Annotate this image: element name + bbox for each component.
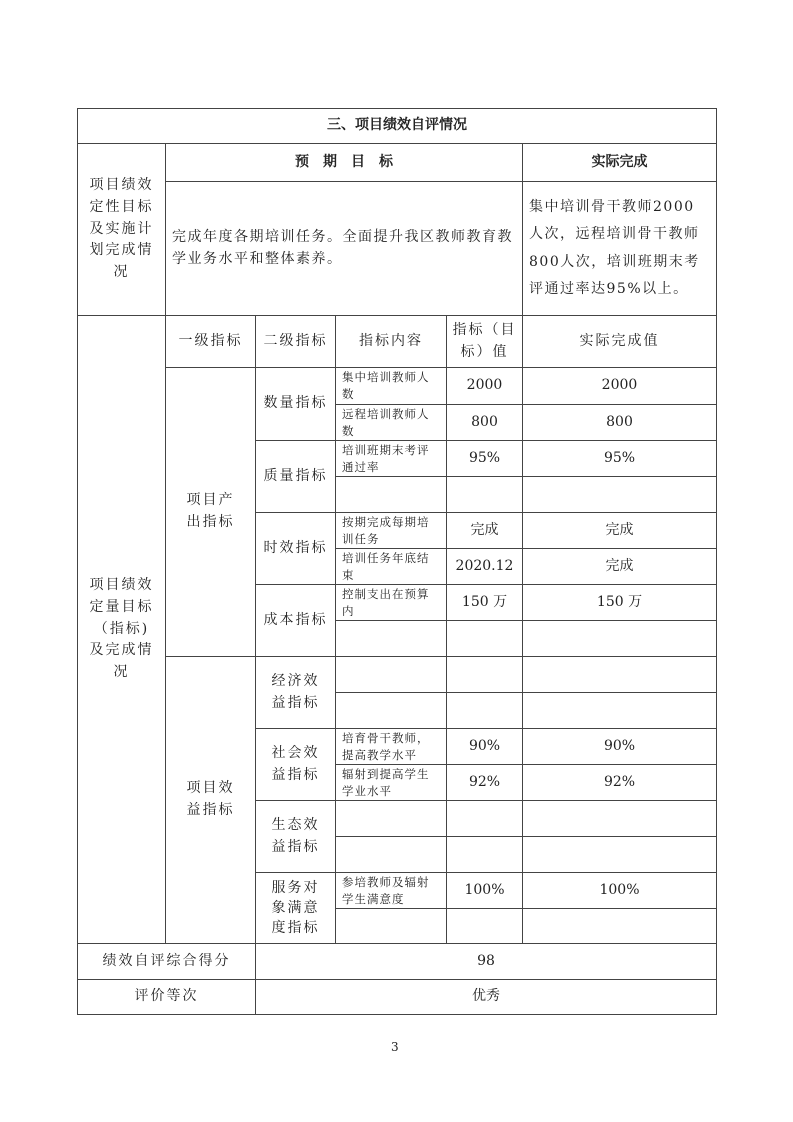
indicator-actual-text: 90% xyxy=(603,737,636,754)
indicator-target xyxy=(446,620,523,657)
indicator-content xyxy=(335,512,447,549)
indicator-actual xyxy=(522,656,717,693)
indicator-actual xyxy=(522,620,717,657)
level2-economic xyxy=(255,656,336,729)
level2-quality xyxy=(255,440,336,513)
indicator-target-text: 800 xyxy=(471,413,498,430)
indicator-target xyxy=(446,656,523,693)
indicator-content xyxy=(335,584,447,621)
expected-header-text: 预 期 目 标 xyxy=(295,153,393,170)
indicator-content-text: 远程培训教师人数 xyxy=(342,406,430,438)
level2-ecological-text: 生态效益指标 xyxy=(271,816,320,855)
indicator-content xyxy=(335,367,447,405)
header-content-text: 指标内容 xyxy=(359,332,423,349)
indicator-target xyxy=(446,584,523,621)
indicator-target xyxy=(446,764,523,801)
indicator-target xyxy=(446,692,523,729)
header-level2 xyxy=(255,315,336,368)
level2-social-text: 社会效益指标 xyxy=(271,744,320,783)
indicator-target-text: 2020.12 xyxy=(455,557,514,574)
indicator-target xyxy=(446,440,523,477)
level1-output xyxy=(165,367,256,657)
indicator-content xyxy=(335,620,447,657)
indicator-target-text: 完成 xyxy=(470,521,499,538)
indicator-content-text: 辐射到提高学生学业水平 xyxy=(342,766,430,798)
indicator-content xyxy=(335,764,447,801)
actual-text-cell xyxy=(522,181,717,316)
expected-header xyxy=(165,143,523,182)
indicator-target xyxy=(446,908,523,944)
level2-social xyxy=(255,728,336,801)
indicator-content xyxy=(335,800,447,837)
score-label-text: 绩效自评综合得分 xyxy=(102,952,231,969)
level2-cost-text: 成本指标 xyxy=(263,611,328,628)
indicator-target xyxy=(446,548,523,585)
indicator-actual-text: 150 万 xyxy=(596,593,643,610)
indicator-content-text: 培训任务年底结束 xyxy=(342,550,430,582)
section-title xyxy=(77,108,717,144)
header-content xyxy=(335,315,447,368)
indicator-actual xyxy=(522,440,717,477)
indicator-actual-text: 95% xyxy=(603,449,636,466)
indicator-actual xyxy=(522,512,717,549)
level1-output-text: 项目产出指标 xyxy=(186,492,235,530)
grade-value-text: 优秀 xyxy=(472,988,500,1005)
indicator-actual xyxy=(522,872,717,909)
header-target xyxy=(446,315,523,368)
indicator-actual xyxy=(522,728,717,765)
level2-economic-text: 经济效益指标 xyxy=(271,672,320,711)
indicator-actual xyxy=(522,836,717,873)
indicator-target-text: 2000 xyxy=(466,377,503,394)
indicator-actual xyxy=(522,800,717,837)
quantitative-label-text: 项目绩效定量目标（指标)及完成情况 xyxy=(89,577,154,681)
indicator-actual xyxy=(522,908,717,944)
indicator-content xyxy=(335,872,447,909)
indicator-actual xyxy=(522,584,717,621)
indicator-target xyxy=(446,512,523,549)
indicator-content xyxy=(335,476,447,513)
level2-ecological xyxy=(255,800,336,873)
indicator-content-text: 培训班期末考评通过率 xyxy=(342,442,430,474)
score-value-text: 98 xyxy=(477,952,495,969)
indicator-content xyxy=(335,440,447,477)
level2-quantity-text: 数量指标 xyxy=(263,395,328,412)
indicator-target-text: 95% xyxy=(468,449,501,466)
indicator-target xyxy=(446,728,523,765)
indicator-actual-text: 完成 xyxy=(605,557,634,574)
level2-timeliness-text: 时效指标 xyxy=(263,539,328,556)
score-label xyxy=(77,943,256,980)
indicator-content-text: 控制支出在预算内 xyxy=(342,586,430,618)
indicator-target xyxy=(446,367,523,405)
level1-benefit xyxy=(165,656,256,944)
indicator-target xyxy=(446,836,523,873)
header-level1-text: 一级指标 xyxy=(178,332,243,349)
indicator-content xyxy=(335,404,447,441)
header-level2-text: 二级指标 xyxy=(263,332,328,349)
indicator-target-text: 92% xyxy=(468,773,501,790)
indicator-target xyxy=(446,404,523,441)
quantitative-label xyxy=(77,315,166,944)
header-actual-text: 实际完成值 xyxy=(579,332,660,349)
indicator-actual-text: 完成 xyxy=(605,521,634,538)
expected-text: 完成年度各期培训任务。全面提升我区教师教育教学业务水平和整体素养。 xyxy=(172,228,513,267)
level2-satisfaction xyxy=(255,872,336,944)
indicator-content xyxy=(335,836,447,873)
expected-text-cell xyxy=(165,181,523,316)
indicator-actual xyxy=(522,476,717,513)
indicator-actual xyxy=(522,692,717,729)
actual-header-text: 实际完成 xyxy=(591,153,648,170)
indicator-content-text: 参培教师及辐射学生满意度 xyxy=(342,874,430,906)
level2-quantity xyxy=(255,367,336,441)
level2-satisfaction-text: 服务对象满意度指标 xyxy=(271,879,320,937)
level2-quality-text: 质量指标 xyxy=(263,467,328,484)
grade-value xyxy=(255,979,717,1015)
indicator-actual xyxy=(522,367,717,405)
indicator-content xyxy=(335,908,447,944)
qualitative-label xyxy=(77,143,166,316)
indicator-actual-text: 100% xyxy=(599,881,640,898)
actual-header xyxy=(522,143,717,182)
actual-text: 集中培训骨干教师2000人次，远程培训骨干教师800人次，培训班期末考评通过率达95%以上。 xyxy=(529,198,700,297)
indicator-target-text: 100% xyxy=(464,881,505,898)
indicator-actual xyxy=(522,548,717,585)
indicator-actual xyxy=(522,764,717,801)
header-actual xyxy=(522,315,717,368)
section-title-text: 三、项目绩效自评情况 xyxy=(327,117,467,134)
indicator-actual-text: 92% xyxy=(603,773,636,790)
header-level1 xyxy=(165,315,256,368)
grade-label xyxy=(77,979,256,1015)
indicator-target xyxy=(446,800,523,837)
indicator-target xyxy=(446,872,523,909)
level2-timeliness xyxy=(255,512,336,585)
indicator-content xyxy=(335,548,447,585)
indicator-actual xyxy=(522,404,717,441)
indicator-actual-text: 2000 xyxy=(601,377,638,394)
level2-cost xyxy=(255,584,336,657)
indicator-target-text: 90% xyxy=(468,737,501,754)
header-target-text: 指标（目标）值 xyxy=(452,321,517,360)
indicator-content-text: 培育骨干教师，提高教学水平 xyxy=(342,730,430,762)
indicator-content-text: 按期完成每期培训任务 xyxy=(342,514,430,546)
indicator-target xyxy=(446,476,523,513)
score-value xyxy=(255,943,717,980)
indicator-content xyxy=(335,656,447,693)
qualitative-label-text: 项目绩效定性目标及实施计划完成情况 xyxy=(89,177,154,281)
indicator-content-text: 集中培训教师人数 xyxy=(342,370,430,401)
grade-label-text: 评价等次 xyxy=(134,988,199,1005)
indicator-actual-text: 800 xyxy=(606,413,633,430)
page-number: 3 xyxy=(391,1040,399,1054)
level1-benefit-text: 项目效益指标 xyxy=(186,780,235,818)
indicator-target-text: 150 万 xyxy=(461,593,508,610)
indicator-content xyxy=(335,728,447,765)
indicator-content xyxy=(335,692,447,729)
